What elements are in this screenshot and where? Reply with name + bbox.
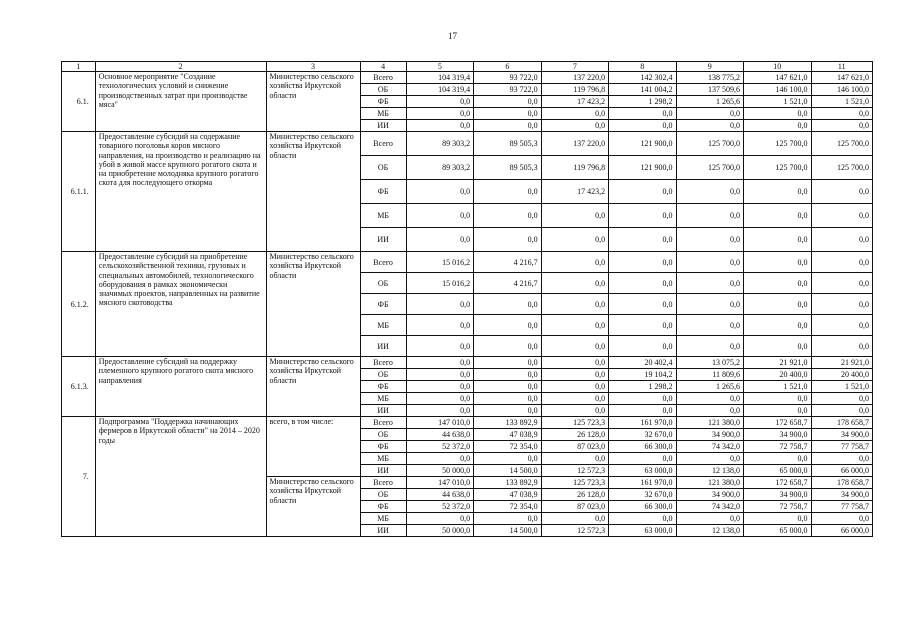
amount-cell: 0,0 [541, 405, 608, 417]
amount-cell: 146 100,0 [744, 84, 811, 96]
amount-cell: 104 319,4 [406, 72, 473, 84]
funding-source: МБ [360, 315, 406, 336]
page-number: 17 [448, 31, 457, 41]
amount-cell: 0,0 [609, 513, 676, 525]
amount-cell: 0,0 [474, 294, 541, 315]
amount-cell: 0,0 [541, 513, 608, 525]
amount-cell: 77 758,7 [811, 501, 872, 513]
row-executor: Министерство сельского хозяйства Иркутской области [266, 477, 360, 537]
amount-cell: 0,0 [811, 252, 872, 273]
amount-cell: 0,0 [744, 273, 811, 294]
amount-cell: 66 300,0 [609, 441, 676, 453]
amount-cell: 0,0 [609, 393, 676, 405]
row-description: Подпрограмма "Поддержка начинающих фермеров в Иркутской области" на 2014 – 2020 годы [95, 417, 266, 537]
amount-cell: 0,0 [406, 369, 473, 381]
amount-cell: 0,0 [609, 228, 676, 252]
funding-source: ОБ [360, 156, 406, 180]
amount-cell: 17 423,2 [541, 180, 608, 204]
amount-cell: 0,0 [676, 405, 743, 417]
table-row [62, 132, 873, 156]
amount-cell: 0,0 [609, 315, 676, 336]
amount-cell: 21 921,0 [744, 357, 811, 369]
amount-cell: 63 000,0 [609, 465, 676, 477]
amount-cell: 17 423,2 [541, 96, 608, 108]
row-code: 6.1.1. [62, 132, 96, 252]
funding-source: ИИ [360, 228, 406, 252]
amount-cell: 119 796,8 [541, 84, 608, 96]
funding-source: ОБ [360, 429, 406, 441]
amount-cell: 0,0 [676, 228, 743, 252]
amount-cell: 0,0 [609, 252, 676, 273]
funding-source: МБ [360, 393, 406, 405]
amount-cell: 137 220,0 [541, 132, 608, 156]
col-header: 5 [406, 62, 473, 72]
amount-cell: 0,0 [609, 273, 676, 294]
funding-source: ОБ [360, 84, 406, 96]
amount-cell: 121 380,0 [676, 417, 743, 429]
row-executor: Министерство сельского хозяйства Иркутской области [266, 132, 360, 252]
amount-cell: 0,0 [474, 96, 541, 108]
row-code: 7. [62, 417, 96, 537]
amount-cell: 65 000,0 [744, 465, 811, 477]
amount-cell: 66 000,0 [811, 525, 872, 537]
amount-cell: 0,0 [474, 336, 541, 357]
amount-cell: 0,0 [406, 453, 473, 465]
amount-cell: 72 354,0 [474, 441, 541, 453]
amount-cell: 12 138,0 [676, 465, 743, 477]
amount-cell: 0,0 [406, 405, 473, 417]
amount-cell: 66 300,0 [609, 501, 676, 513]
amount-cell: 121 900,0 [609, 132, 676, 156]
row-description: Предоставление субсидий на содержание товарного поголовья коров мясного направления, на производство и реализацию на убой в живой массе крупного рогатого скота и на приобретение молодняка крупного рогатого скота для последующего откорма [95, 132, 266, 252]
amount-cell: 0,0 [811, 180, 872, 204]
amount-cell: 0,0 [406, 315, 473, 336]
amount-cell: 0,0 [811, 204, 872, 228]
col-header: 3 [266, 62, 360, 72]
amount-cell: 0,0 [811, 108, 872, 120]
amount-cell: 0,0 [676, 180, 743, 204]
amount-cell: 1 298,2 [609, 96, 676, 108]
funding-source: ИИ [360, 336, 406, 357]
amount-cell: 0,0 [541, 453, 608, 465]
amount-cell: 0,0 [811, 513, 872, 525]
amount-cell: 133 892,9 [474, 477, 541, 489]
amount-cell: 0,0 [811, 120, 872, 132]
amount-cell: 0,0 [406, 204, 473, 228]
amount-cell: 44 638,0 [406, 489, 473, 501]
table-row [62, 72, 873, 84]
amount-cell: 0,0 [811, 273, 872, 294]
funding-source: Всего [360, 132, 406, 156]
amount-cell: 0,0 [406, 120, 473, 132]
funding-source: ОБ [360, 273, 406, 294]
funding-source: МБ [360, 204, 406, 228]
col-header: 4 [360, 62, 406, 72]
amount-cell: 0,0 [474, 108, 541, 120]
amount-cell: 142 302,4 [609, 72, 676, 84]
amount-cell: 125 700,0 [676, 132, 743, 156]
amount-cell: 0,0 [406, 294, 473, 315]
amount-cell: 0,0 [744, 453, 811, 465]
col-header: 11 [811, 62, 872, 72]
amount-cell: 172 658,7 [744, 477, 811, 489]
amount-cell: 1 298,2 [609, 381, 676, 393]
amount-cell: 0,0 [541, 108, 608, 120]
amount-cell: 32 670,0 [609, 429, 676, 441]
amount-cell: 0,0 [676, 273, 743, 294]
amount-cell: 0,0 [744, 120, 811, 132]
amount-cell: 87 023,0 [541, 441, 608, 453]
amount-cell: 34 900,0 [676, 429, 743, 441]
amount-cell: 0,0 [406, 228, 473, 252]
amount-cell: 0,0 [744, 315, 811, 336]
amount-cell: 0,0 [474, 204, 541, 228]
amount-cell: 121 380,0 [676, 477, 743, 489]
amount-cell: 172 658,7 [744, 417, 811, 429]
amount-cell: 0,0 [811, 453, 872, 465]
amount-cell: 0,0 [474, 405, 541, 417]
amount-cell: 0,0 [811, 393, 872, 405]
amount-cell: 52 372,0 [406, 441, 473, 453]
amount-cell: 0,0 [406, 393, 473, 405]
amount-cell: 15 016,2 [406, 273, 473, 294]
amount-cell: 0,0 [541, 369, 608, 381]
amount-cell: 147 621,0 [811, 72, 872, 84]
amount-cell: 0,0 [541, 315, 608, 336]
amount-cell: 50 000,0 [406, 525, 473, 537]
amount-cell: 0,0 [406, 180, 473, 204]
amount-cell: 34 900,0 [811, 429, 872, 441]
amount-cell: 0,0 [676, 453, 743, 465]
amount-cell: 0,0 [474, 315, 541, 336]
amount-cell: 34 900,0 [676, 489, 743, 501]
amount-cell: 0,0 [541, 204, 608, 228]
funding-source: Всего [360, 72, 406, 84]
amount-cell: 1 265,6 [676, 96, 743, 108]
amount-cell: 1 265,6 [676, 381, 743, 393]
amount-cell: 0,0 [474, 369, 541, 381]
amount-cell: 178 658,7 [811, 477, 872, 489]
funding-source: ФБ [360, 180, 406, 204]
amount-cell: 32 670,0 [609, 489, 676, 501]
amount-cell: 1 521,0 [744, 96, 811, 108]
amount-cell: 138 775,2 [676, 72, 743, 84]
col-header: 2 [95, 62, 266, 72]
budget-table [61, 61, 873, 537]
amount-cell: 0,0 [676, 315, 743, 336]
amount-cell: 0,0 [474, 381, 541, 393]
amount-cell: 74 342,0 [676, 501, 743, 513]
amount-cell: 0,0 [609, 120, 676, 132]
amount-cell: 0,0 [474, 393, 541, 405]
amount-cell: 44 638,0 [406, 429, 473, 441]
amount-cell: 0,0 [541, 120, 608, 132]
amount-cell: 104 319,4 [406, 84, 473, 96]
col-header: 9 [676, 62, 743, 72]
amount-cell: 20 400,0 [744, 369, 811, 381]
amount-cell: 65 000,0 [744, 525, 811, 537]
amount-cell: 125 723,3 [541, 477, 608, 489]
amount-cell: 0,0 [406, 357, 473, 369]
amount-cell: 147 010,0 [406, 417, 473, 429]
amount-cell: 89 303,2 [406, 156, 473, 180]
col-header: 8 [609, 62, 676, 72]
amount-cell: 21 921,0 [811, 357, 872, 369]
amount-cell: 137 509,6 [676, 84, 743, 96]
amount-cell: 125 700,0 [811, 132, 872, 156]
funding-source: ФБ [360, 96, 406, 108]
funding-source: ФБ [360, 501, 406, 513]
amount-cell: 26 128,0 [541, 489, 608, 501]
amount-cell: 125 700,0 [811, 156, 872, 180]
amount-cell: 63 000,0 [609, 525, 676, 537]
amount-cell: 0,0 [811, 315, 872, 336]
funding-source: ИИ [360, 120, 406, 132]
amount-cell: 0,0 [406, 108, 473, 120]
amount-cell: 0,0 [541, 357, 608, 369]
amount-cell: 133 892,9 [474, 417, 541, 429]
amount-cell: 147 621,0 [744, 72, 811, 84]
amount-cell: 15 016,2 [406, 252, 473, 273]
amount-cell: 72 354,0 [474, 501, 541, 513]
amount-cell: 119 796,8 [541, 156, 608, 180]
col-header: 1 [62, 62, 96, 72]
amount-cell: 14 500,0 [474, 525, 541, 537]
funding-source: Всего [360, 477, 406, 489]
amount-cell: 0,0 [609, 453, 676, 465]
amount-cell: 1 521,0 [811, 96, 872, 108]
amount-cell: 52 372,0 [406, 501, 473, 513]
amount-cell: 125 700,0 [676, 156, 743, 180]
amount-cell: 26 128,0 [541, 429, 608, 441]
amount-cell: 0,0 [474, 357, 541, 369]
amount-cell: 0,0 [541, 228, 608, 252]
amount-cell: 12 572,3 [541, 465, 608, 477]
funding-source: Всего [360, 357, 406, 369]
amount-cell: 0,0 [541, 273, 608, 294]
row-executor: Министерство сельского хозяйства Иркутской области [266, 252, 360, 357]
amount-cell: 4 216,7 [474, 252, 541, 273]
amount-cell: 0,0 [609, 336, 676, 357]
amount-cell: 0,0 [406, 96, 473, 108]
row-description: Предоставление субсидий на поддержку племенного крупного рогатого скота мясного направления [95, 357, 266, 417]
amount-cell: 93 722,0 [474, 72, 541, 84]
amount-cell: 0,0 [609, 294, 676, 315]
row-description: Предоставление субсидий на приобретение сельскохозяйственной техники, грузовых и специальных автомобилей, технологического оборудования в рамках экономически значимых проектов, направленных на развитие мясного скотоводства [95, 252, 266, 357]
amount-cell: 34 900,0 [811, 489, 872, 501]
amount-cell: 161 970,0 [609, 477, 676, 489]
amount-cell: 0,0 [609, 405, 676, 417]
amount-cell: 93 722,0 [474, 84, 541, 96]
amount-cell: 137 220,0 [541, 72, 608, 84]
amount-cell: 0,0 [676, 513, 743, 525]
amount-cell: 0,0 [744, 108, 811, 120]
header-row [62, 62, 873, 72]
amount-cell: 0,0 [474, 453, 541, 465]
amount-cell: 87 023,0 [541, 501, 608, 513]
funding-source: ОБ [360, 489, 406, 501]
amount-cell: 13 075,2 [676, 357, 743, 369]
amount-cell: 0,0 [541, 393, 608, 405]
amount-cell: 121 900,0 [609, 156, 676, 180]
amount-cell: 125 700,0 [744, 156, 811, 180]
amount-cell: 89 505,3 [474, 132, 541, 156]
amount-cell: 141 004,2 [609, 84, 676, 96]
row-description: Основное мероприятие "Создание технологических условий и снижение производственных затрат при производстве мяса" [95, 72, 266, 132]
amount-cell: 0,0 [811, 228, 872, 252]
amount-cell: 0,0 [811, 294, 872, 315]
table-row [62, 417, 873, 429]
amount-cell: 0,0 [406, 336, 473, 357]
amount-cell: 0,0 [474, 120, 541, 132]
amount-cell: 0,0 [541, 336, 608, 357]
funding-source: МБ [360, 108, 406, 120]
amount-cell: 12 572,3 [541, 525, 608, 537]
amount-cell: 0,0 [676, 294, 743, 315]
amount-cell: 11 809,6 [676, 369, 743, 381]
amount-cell: 47 038,9 [474, 429, 541, 441]
table-row [62, 252, 873, 273]
amount-cell: 0,0 [474, 180, 541, 204]
amount-cell: 0,0 [541, 294, 608, 315]
amount-cell: 0,0 [676, 204, 743, 228]
amount-cell: 0,0 [541, 252, 608, 273]
amount-cell: 0,0 [744, 513, 811, 525]
row-executor: Министерство сельского хозяйства Иркутской области [266, 357, 360, 417]
amount-cell: 0,0 [744, 405, 811, 417]
amount-cell: 0,0 [811, 405, 872, 417]
row-executor: Министерство сельского хозяйства Иркутской области [266, 72, 360, 132]
amount-cell: 0,0 [744, 393, 811, 405]
amount-cell: 89 303,2 [406, 132, 473, 156]
funding-source: ИИ [360, 525, 406, 537]
amount-cell: 1 521,0 [744, 381, 811, 393]
amount-cell: 19 104,2 [609, 369, 676, 381]
funding-source: ФБ [360, 441, 406, 453]
col-header: 7 [541, 62, 608, 72]
col-header: 10 [744, 62, 811, 72]
amount-cell: 47 038,9 [474, 489, 541, 501]
amount-cell: 0,0 [676, 336, 743, 357]
amount-cell: 0,0 [744, 252, 811, 273]
funding-source: ФБ [360, 294, 406, 315]
funding-source: Всего [360, 417, 406, 429]
funding-source: МБ [360, 453, 406, 465]
amount-cell: 0,0 [609, 204, 676, 228]
row-code: 6.1.3. [62, 357, 96, 417]
amount-cell: 125 723,3 [541, 417, 608, 429]
amount-cell: 0,0 [744, 228, 811, 252]
amount-cell: 50 000,0 [406, 465, 473, 477]
amount-cell: 89 505,3 [474, 156, 541, 180]
amount-cell: 34 900,0 [744, 429, 811, 441]
funding-source: ИИ [360, 465, 406, 477]
amount-cell: 77 758,7 [811, 441, 872, 453]
amount-cell: 20 402,4 [609, 357, 676, 369]
amount-cell: 14 500,0 [474, 465, 541, 477]
amount-cell: 147 010,0 [406, 477, 473, 489]
amount-cell: 0,0 [744, 180, 811, 204]
amount-cell: 0,0 [406, 513, 473, 525]
amount-cell: 161 970,0 [609, 417, 676, 429]
amount-cell: 0,0 [744, 204, 811, 228]
amount-cell: 146 100,0 [811, 84, 872, 96]
amount-cell: 0,0 [406, 381, 473, 393]
amount-cell: 0,0 [541, 381, 608, 393]
amount-cell: 1 521,0 [811, 381, 872, 393]
amount-cell: 0,0 [811, 336, 872, 357]
amount-cell: 125 700,0 [744, 132, 811, 156]
amount-cell: 178 658,7 [811, 417, 872, 429]
amount-cell: 0,0 [609, 180, 676, 204]
amount-cell: 34 900,0 [744, 489, 811, 501]
table-row [62, 357, 873, 369]
amount-cell: 0,0 [744, 294, 811, 315]
funding-source: Всего [360, 252, 406, 273]
amount-cell: 66 000,0 [811, 465, 872, 477]
row-code: 6.1. [62, 72, 96, 132]
amount-cell: 0,0 [609, 108, 676, 120]
amount-cell: 74 342,0 [676, 441, 743, 453]
amount-cell: 0,0 [474, 513, 541, 525]
col-header: 6 [474, 62, 541, 72]
amount-cell: 4 216,7 [474, 273, 541, 294]
amount-cell: 0,0 [676, 393, 743, 405]
amount-cell: 0,0 [744, 336, 811, 357]
funding-source: ФБ [360, 381, 406, 393]
amount-cell: 12 138,0 [676, 525, 743, 537]
funding-source: МБ [360, 513, 406, 525]
amount-cell: 20 400,0 [811, 369, 872, 381]
amount-cell: 0,0 [676, 120, 743, 132]
row-code: 6.1.2. [62, 252, 96, 357]
funding-source: ИИ [360, 405, 406, 417]
amount-cell: 0,0 [676, 108, 743, 120]
amount-cell: 0,0 [676, 252, 743, 273]
row-executor: всего, в том числе: [266, 417, 360, 477]
funding-source: ОБ [360, 369, 406, 381]
amount-cell: 72 758,7 [744, 441, 811, 453]
amount-cell: 72 758,7 [744, 501, 811, 513]
amount-cell: 0,0 [474, 228, 541, 252]
